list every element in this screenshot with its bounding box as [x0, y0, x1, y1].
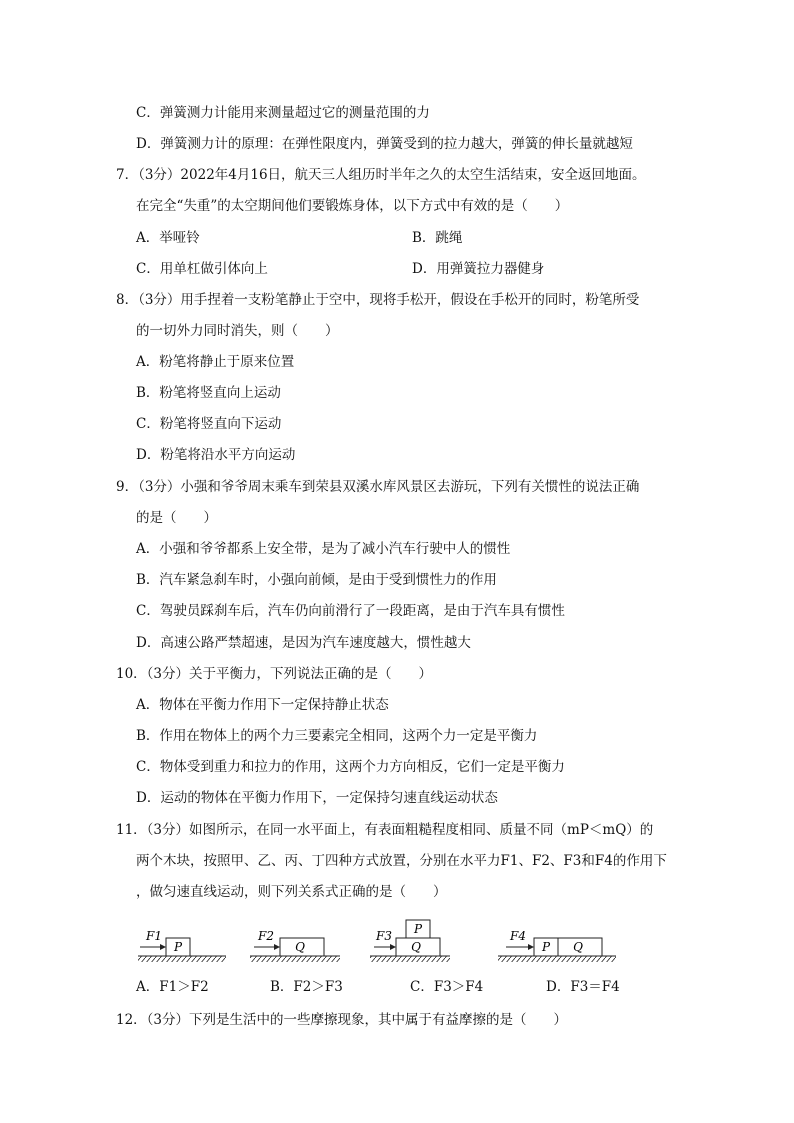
question-9-option-c: C．驾驶员踩刹车后，汽车仍向前滑行了一段距离，是由于汽车具有惯性 [136, 603, 565, 619]
question-9-option-b: B．汽车紧急刹车时，小强向前倾，是由于受到惯性力的作用 [136, 572, 497, 588]
arrangement-3 [370, 920, 450, 962]
question-11-option-c: C．F3＞F4 [410, 979, 484, 995]
question-7-stem: 7．（3分）2022年4月16日，航天三人组历时半年之久的太空生活结束，安全返回地面。 [116, 167, 646, 183]
question-12-stem: 12．（3分）下列是生活中的一些摩擦现象，其中属于有益摩擦的是（ ） [116, 1012, 568, 1028]
option-c-top: C．弹簧测力计能用来测量超过它的测量范围的力 [136, 105, 430, 121]
force-f3-label: F3 [376, 929, 392, 943]
block-p-label: P [413, 922, 423, 936]
force-f2-label: F2 [258, 929, 274, 943]
question-10-option-b: B．作用在物体上的两个力三要素完全相同，这两个力一定是平衡力 [136, 728, 538, 744]
arrangement-1 [138, 929, 226, 962]
question-11-option-a: A．F1＞F2 [136, 979, 209, 995]
question-8-option-a: A．粉笔将静止于原来位置 [136, 354, 295, 370]
question-11-stem-cont-2: ，做匀速直线运动，则下列关系式正确的是（ ） [136, 884, 447, 900]
question-11-option-b: B．F2＞F3 [270, 979, 343, 995]
question-10-option-d: D．运动的物体在平衡力作用下，一定保持匀速直线运动状态 [136, 790, 498, 806]
blocks-figure [130, 910, 630, 970]
question-10-option-c: C．物体受到重力和拉力的作用，这两个力方向相反，它们一定是平衡力 [136, 759, 565, 775]
question-9-option-d: D．高速公路严禁超速，是因为汽车速度越大，惯性越大 [136, 635, 471, 651]
question-10-stem: 10．（3分）关于平衡力，下列说法正确的是（ ） [116, 666, 433, 682]
question-11-stem-cont: 两个木块，按照甲、乙、丙、丁四种方式放置，分别在水平力F1、F2、F3和F4的作用下 [136, 853, 667, 869]
block-q-label: Q [295, 940, 305, 954]
question-7-option-b: B．跳绳 [412, 230, 463, 246]
block-p-label: P [173, 940, 183, 954]
question-9-stem: 9．（3分）小强和爷爷周末乘车到荣县双溪水库风景区去游玩，下列有关惯性的说法正确 [116, 479, 640, 495]
block-p-label: P [541, 940, 551, 954]
question-10-option-a: A．物体在平衡力作用下一定保持静止状态 [136, 697, 389, 713]
question-9-option-a: A．小强和爷爷都系上安全带，是为了减小汽车行驶中人的惯性 [136, 541, 511, 557]
question-8-stem-cont: 的一切外力同时消失，则（ ） [136, 323, 339, 339]
question-7-stem-cont: 在完全“失重”的太空期间他们要锻炼身体，以下方式中有效的是（ ） [136, 198, 569, 214]
question-8-option-b: B．粉笔将竖直向上运动 [136, 385, 281, 401]
question-8-option-d: D．粉笔将沿水平方向运动 [136, 447, 296, 463]
question-8-option-c: C．粉笔将竖直向下运动 [136, 416, 282, 432]
question-7-option-d: D．用弹簧拉力器健身 [412, 261, 545, 277]
option-d-top: D．弹簧测力计的原理：在弹性限度内，弹簧受到的拉力越大，弹簧的伸长量就越短 [136, 136, 633, 152]
question-7-option-c: C．用单杠做引体向上 [136, 261, 268, 277]
force-f1-label: F1 [146, 929, 162, 943]
arrangement-2 [250, 929, 340, 962]
question-8-stem: 8．（3分）用手捏着一支粉笔静止于空中，现将手松开，假设在手松开的同时，粉笔所受 [116, 292, 640, 308]
force-f4-label: F4 [510, 929, 526, 943]
block-q-label: Q [411, 940, 421, 954]
question-7-option-a: A．举哑铃 [136, 230, 200, 246]
arrangement-4 [498, 929, 616, 962]
question-11-stem: 11．（3分）如图所示，在同一水平面上，有表面粗糙程度相同、质量不同（mP＜mQ）的 [116, 822, 654, 838]
block-q-label: Q [573, 940, 583, 954]
question-11-option-d: D．F3＝F4 [546, 979, 620, 995]
question-9-stem-cont: 的是（ ） [136, 510, 217, 526]
